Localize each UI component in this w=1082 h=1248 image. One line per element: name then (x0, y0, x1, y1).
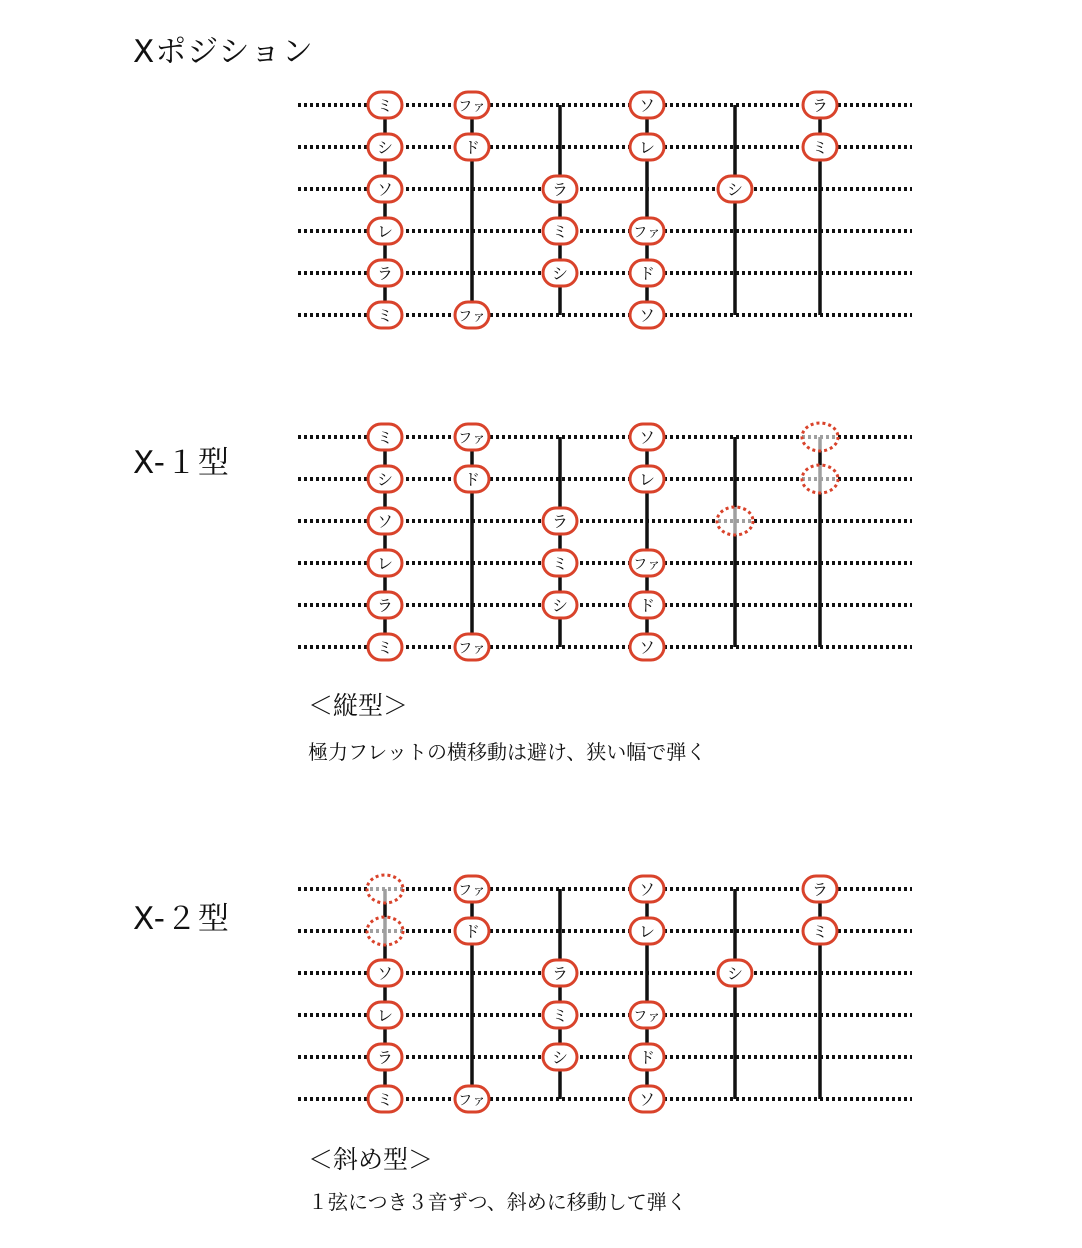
note-marker (368, 176, 402, 202)
note-label: ソ (376, 512, 394, 531)
note-label: ラ (376, 1048, 394, 1067)
note-marker (543, 176, 577, 202)
note-label: ファ (458, 1093, 486, 1109)
note-label: ド (638, 264, 656, 283)
note-marker (368, 1002, 402, 1028)
note-label: シ (726, 180, 744, 199)
note-label: ラ (551, 512, 569, 531)
note-marker (455, 876, 489, 902)
note-marker (630, 1086, 664, 1112)
note-label: ミ (811, 138, 829, 157)
note-label: ド (638, 596, 656, 615)
note-marker (630, 1044, 664, 1070)
note-label: レ (376, 1006, 394, 1025)
note-label: ラ (811, 880, 829, 899)
fretboard-diagram-x-position (0, 80, 1082, 340)
note-marker (630, 134, 664, 160)
note-label: シ (726, 964, 744, 983)
note-label: ファ (633, 557, 661, 573)
note-marker (803, 876, 837, 902)
note-label: ソ (376, 964, 394, 983)
note-marker (543, 960, 577, 986)
note-label: ソ (638, 880, 656, 899)
note-marker (368, 302, 402, 328)
note-marker (803, 134, 837, 160)
note-label: ファ (633, 225, 661, 241)
note-label: ミ (376, 638, 394, 657)
note-label: ファ (458, 883, 486, 899)
note-label: シ (376, 138, 394, 157)
note-label: ミ (376, 1090, 394, 1109)
note-label: ラ (376, 596, 394, 615)
note-marker (368, 960, 402, 986)
note-label: ミ (376, 428, 394, 447)
omitted-note-marker (717, 507, 753, 535)
note-marker (455, 918, 489, 944)
note-marker (630, 918, 664, 944)
note-label: シ (551, 1048, 569, 1067)
omitted-note-marker (367, 875, 403, 903)
note-label: ラ (551, 964, 569, 983)
note-marker (368, 634, 402, 660)
note-label: ド (463, 922, 481, 941)
note-label: レ (376, 222, 394, 241)
note-marker (630, 634, 664, 660)
note-marker (630, 260, 664, 286)
note-label: ミ (376, 306, 394, 325)
note-marker (718, 176, 752, 202)
note-label: ソ (638, 306, 656, 325)
note-label: レ (638, 922, 656, 941)
note-label: シ (551, 264, 569, 283)
note-marker (368, 134, 402, 160)
note-label: ミ (376, 96, 394, 115)
note-label: ミ (811, 922, 829, 941)
note-marker (630, 550, 664, 576)
note-label: ファ (458, 309, 486, 325)
note-label: ファ (458, 99, 486, 115)
section-title-x-position: Xポジション (133, 34, 314, 70)
note-marker (803, 918, 837, 944)
note-marker (803, 92, 837, 118)
note-marker (543, 218, 577, 244)
note-marker (368, 1086, 402, 1112)
note-marker (630, 424, 664, 450)
section-title-x1: X-１型 (133, 445, 230, 481)
note-label: ド (463, 470, 481, 489)
note-marker (718, 960, 752, 986)
omitted-note-marker (802, 465, 838, 493)
note-marker (368, 1044, 402, 1070)
note-label: ミ (551, 554, 569, 573)
note-label: レ (638, 470, 656, 489)
note-label: シ (376, 470, 394, 489)
note-marker (543, 1044, 577, 1070)
note-label: ミ (551, 1006, 569, 1025)
note-marker (455, 302, 489, 328)
note-marker (630, 92, 664, 118)
note-marker (543, 260, 577, 286)
note-label: ソ (638, 96, 656, 115)
note-marker (543, 1002, 577, 1028)
note-label: レ (376, 554, 394, 573)
note-label: ソ (376, 180, 394, 199)
fretboard-diagram-x2 (0, 864, 1082, 1124)
note-label: ラ (551, 180, 569, 199)
note-marker (630, 592, 664, 618)
omitted-note-marker (802, 423, 838, 451)
note-marker (368, 550, 402, 576)
note-marker (455, 466, 489, 492)
note-label: ソ (638, 428, 656, 447)
note-label: ファ (633, 1009, 661, 1025)
note-label: ファ (458, 641, 486, 657)
note-marker (368, 466, 402, 492)
note-marker (368, 592, 402, 618)
note-label: ラ (811, 96, 829, 115)
note-label: シ (551, 596, 569, 615)
note-marker (543, 550, 577, 576)
note-marker (455, 92, 489, 118)
note-marker (630, 876, 664, 902)
note-marker (368, 92, 402, 118)
note-label: ファ (458, 431, 486, 447)
section-title-x2: X-２型 (133, 901, 230, 937)
note-label: ド (638, 1048, 656, 1067)
note-label: レ (638, 138, 656, 157)
note-marker (455, 134, 489, 160)
note-label: ド (463, 138, 481, 157)
note-marker (630, 1002, 664, 1028)
note-marker (455, 424, 489, 450)
note-marker (630, 466, 664, 492)
section-description-x2: １弦につき３音ずつ、斜めに移動して弾く (308, 1190, 687, 1214)
note-label: ソ (638, 638, 656, 657)
note-marker (630, 218, 664, 244)
note-marker (630, 302, 664, 328)
note-marker (543, 508, 577, 534)
note-label: ソ (638, 1090, 656, 1109)
note-marker (455, 634, 489, 660)
note-label: ラ (376, 264, 394, 283)
note-label: ミ (551, 222, 569, 241)
note-marker (368, 260, 402, 286)
note-marker (455, 1086, 489, 1112)
fretboard-diagram-x1 (0, 412, 1082, 672)
note-marker (368, 218, 402, 244)
section-subtitle-x2: ＜斜め型＞ (308, 1145, 434, 1174)
section-description-x1: 極力フレットの横移動は避け、狭い幅で弾く (308, 740, 707, 764)
note-marker (368, 508, 402, 534)
note-marker (543, 592, 577, 618)
omitted-note-marker (367, 917, 403, 945)
note-marker (368, 424, 402, 450)
section-subtitle-x1: ＜縦型＞ (308, 691, 409, 720)
